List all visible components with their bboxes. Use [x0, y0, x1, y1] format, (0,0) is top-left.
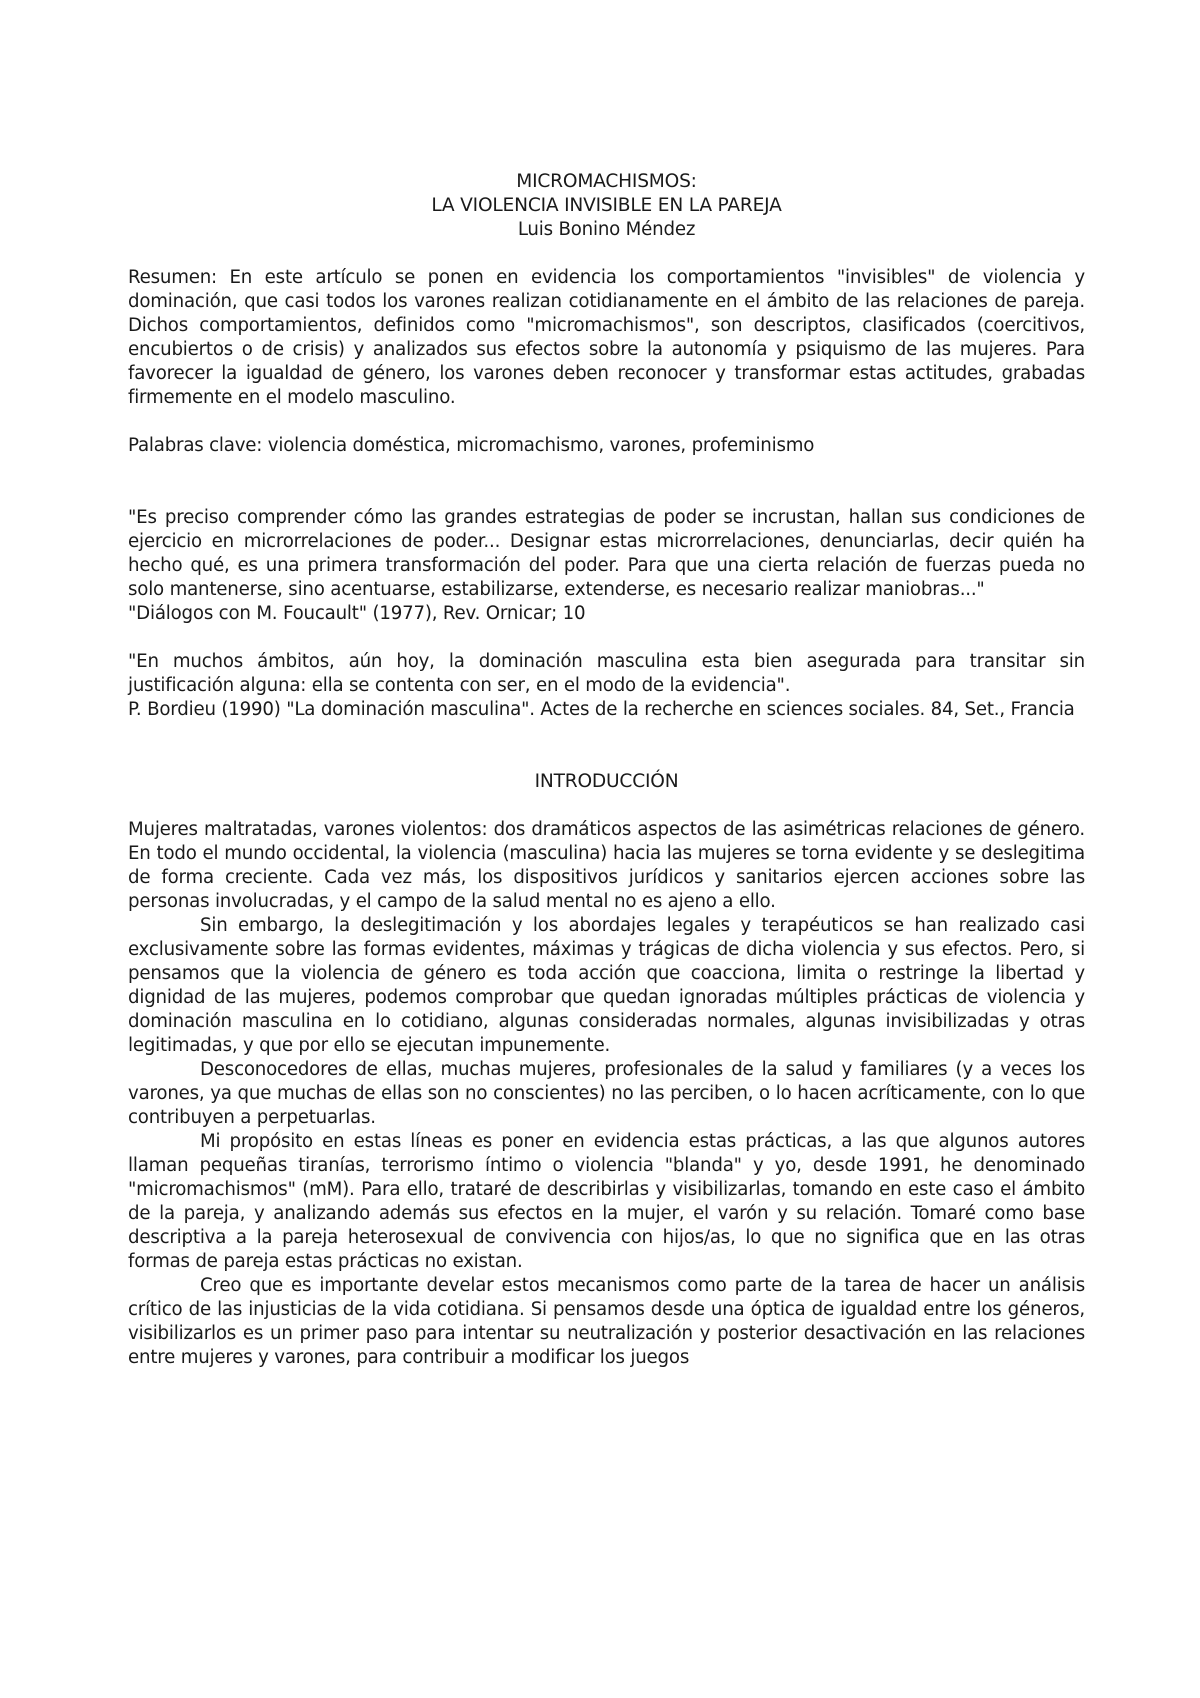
document-author: Luis Bonino Méndez — [517, 219, 696, 240]
spacer — [128, 410, 1085, 434]
epigraph-source-1: "Diálogos con M. Foucault" (1977), Rev. Ornicar; 10 — [128, 603, 586, 624]
abstract-paragraph: Resumen: En este artículo se ponen en evidencia los comportamientos "invisibles" de violencia y dominación, que casi todos los varones realizan cotidianamente en el ámbito de las relaciones de pareja. Dichos comportamientos, definidos como "micromachismos", son descriptos, clasificados (coercitivos, encubiertos o de crisis) y analizados sus efectos sobre la autonomía y psiquismo de las mujeres. Para favorecer la igualdad de género, los varones deben reconocer y transformar estas actitudes, grabadas firmemente en el modelo masculino. — [128, 267, 1085, 408]
intro-paragraph: Mi propósito en estas líneas es poner en evidencia estas prácticas, a las que algunos autores llaman pequeñas tiranías, terrorismo íntimo o violencia "blanda" y yo, desde 1991, he denominado "micromachismos" (mM). Para ello, trataré de describirlas y visibilizarlas, tomando en este caso el ámbito de la pareja, y analizando además sus efectos en la mujer, el varón y su relación. Tomaré como base descriptiva a la pareja heterosexual de convivencia con hijos/as, lo que no significa que en las otras formas de pareja estas prácticas no existan. — [128, 1131, 1085, 1272]
epigraph-quote-1: "Es preciso comprender cómo las grandes estrategias de poder se incrustan, hallan sus condiciones de ejercicio en microrrelaciones de poder... Designar estas microrrelaciones, denunciarlas, decir quién ha hecho qué, es una primera transformación del poder. Para que una cierta relación de fuerzas pueda no solo mantenerse, sino acentuarse, estabilizarse, extenderse, es necesario realizar maniobras..." — [128, 507, 1085, 600]
document-title-line-2: LA VIOLENCIA INVISIBLE EN LA PAREJA — [431, 195, 782, 216]
spacer — [128, 626, 1085, 650]
intro-paragraph: Creo que es importante develar estos mecanismos como parte de la tarea de hacer un análisis crítico de las injusticias de la vida cotidiana. Si pensamos desde una óptica de igualdad entre los géneros, visibilizarlos es un primer paso para intentar su neutralización y posterior desactivación en las relaciones entre mujeres y varones, para contribuir a modificar los juegos — [128, 1275, 1085, 1368]
document-content — [128, 170, 1085, 1370]
intro-paragraph: Sin embargo, la deslegitimación y los abordajes legales y terapéuticos se han realizado casi exclusivamente sobre las formas evidentes, máximas y trágicas de dicha violencia y sus efectos. Pero, si pensamos que la violencia de género es toda acción que coacciona, limita o restringe la libertad y dignidad de las mujeres, podemos comprobar que quedan ignoradas múltiples prácticas de violencia y dominación masculina en lo cotidiano, algunas consideradas normales, algunas invisibilizadas y otras legitimadas, y que por ello se ejecutan impunemente. — [128, 915, 1085, 1056]
document-title-line-1: MICROMACHISMOS: — [516, 171, 697, 192]
epigraph-quote-2: "En muchos ámbitos, aún hoy, la dominación masculina esta bien asegurada para transitar sin justificación alguna: ella se contenta con ser, en el modo de la evidencia". — [128, 651, 1085, 696]
spacer — [128, 722, 1085, 770]
epigraph-source-2: P. Bordieu (1990) "La dominación masculina". Actes de la recherche en sciences sociales. 84, Set., Francia — [128, 699, 1075, 720]
section-heading-introduction: INTRODUCCIÓN — [534, 771, 679, 792]
keywords-line: Palabras clave: violencia doméstica, micromachismo, varones, profeminismo — [128, 435, 815, 456]
spacer — [128, 794, 1085, 818]
intro-paragraph: Mujeres maltratadas, varones violentos: dos dramáticos aspectos de las asimétricas relaciones de género. En todo el mundo occidental, la violencia (masculina) hacia las mujeres se torna evidente y se deslegitima de forma creciente. Cada vez más, los dispositivos jurídicos y sanitarios ejercen acciones sobre las personas involucradas, y el campo de la salud mental no es ajeno a ello. — [128, 819, 1085, 912]
spacer — [128, 458, 1085, 506]
intro-paragraph: Desconocedores de ellas, muchas mujeres, profesionales de la salud y familiares (y a veces los varones, ya que muchas de ellas son no conscientes) no las perciben, o lo hacen acríticamente, con lo que contribuyen a perpetuarlas. — [128, 1059, 1085, 1128]
